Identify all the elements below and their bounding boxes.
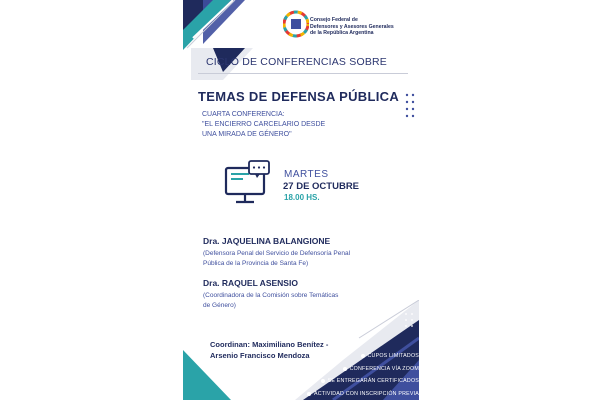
organization-line-3: de la República Argentina xyxy=(310,30,374,36)
info-item xyxy=(303,388,419,400)
organization-name xyxy=(310,17,394,37)
bullet-icon xyxy=(321,379,325,383)
organization-line-1: Consejo Federal de xyxy=(310,17,358,23)
bullet-icon xyxy=(343,367,347,371)
conference-flyer xyxy=(183,0,419,400)
subtitle-line-3: UNA MIRADA DE GÉNERO" xyxy=(202,131,292,138)
info-item-label: ACTIVIDAD CON INSCRIPCIÓN PREVIA xyxy=(314,390,419,397)
coordinators-line-2: Arsenio Francisco Mendoza xyxy=(210,351,310,360)
info-item xyxy=(303,375,419,388)
subtitle-line-2: "EL ENCIERRO CARCELARIO DESDE xyxy=(202,121,326,128)
logo-icon xyxy=(283,10,309,38)
event-date: 27 DE OCTUBRE xyxy=(283,181,360,192)
dots-decoration xyxy=(405,92,417,120)
page-title: TEMAS DE DEFENSA PÚBLICA xyxy=(198,89,400,104)
header-divider xyxy=(198,73,408,74)
info-list xyxy=(303,350,419,400)
bullet-icon xyxy=(307,392,311,396)
info-item-label: CUPOS LIMITADOS xyxy=(367,353,419,360)
bullet-icon xyxy=(361,354,365,358)
info-item xyxy=(303,363,419,376)
info-item-label: CONFERENCIA VÍA ZOOM xyxy=(349,365,419,372)
conference-subtitle xyxy=(202,110,402,140)
coordinators-line-1: Coordinan: Maximiliano Benítez - xyxy=(210,340,329,349)
speaker-role-line-2: Pública de la Provincia de Santa Fe) xyxy=(203,260,309,267)
event-time: 18.00 HS. xyxy=(284,193,320,202)
info-item xyxy=(303,350,419,363)
info-item-label: SE ENTREGARÁN CERTIFICADOS xyxy=(327,378,419,385)
speaker-name: Dra. JAQUELINA BALANGIONE xyxy=(203,236,331,246)
cycle-header: CICLO DE CONFERENCIAS SOBRE xyxy=(206,56,388,68)
organization-line-2: Defensores y Asesores Generales xyxy=(310,23,394,30)
speaker-role-line-1: (Defensora Penal del Servicio de Defensoría Penal xyxy=(203,250,351,257)
speaker-role-line-1: (Coordinadora de la Comisión sobre Temáticas xyxy=(203,292,339,299)
subtitle-line-1: CUARTA CONFERENCIA: xyxy=(202,111,285,118)
speaker-role xyxy=(203,249,403,269)
speaker-name: Dra. RAQUEL ASENSIO xyxy=(203,278,298,288)
event-day: MARTES xyxy=(284,169,329,180)
speaker-role-line-2: de Género) xyxy=(203,302,236,309)
computer-chat-icon xyxy=(223,160,275,210)
